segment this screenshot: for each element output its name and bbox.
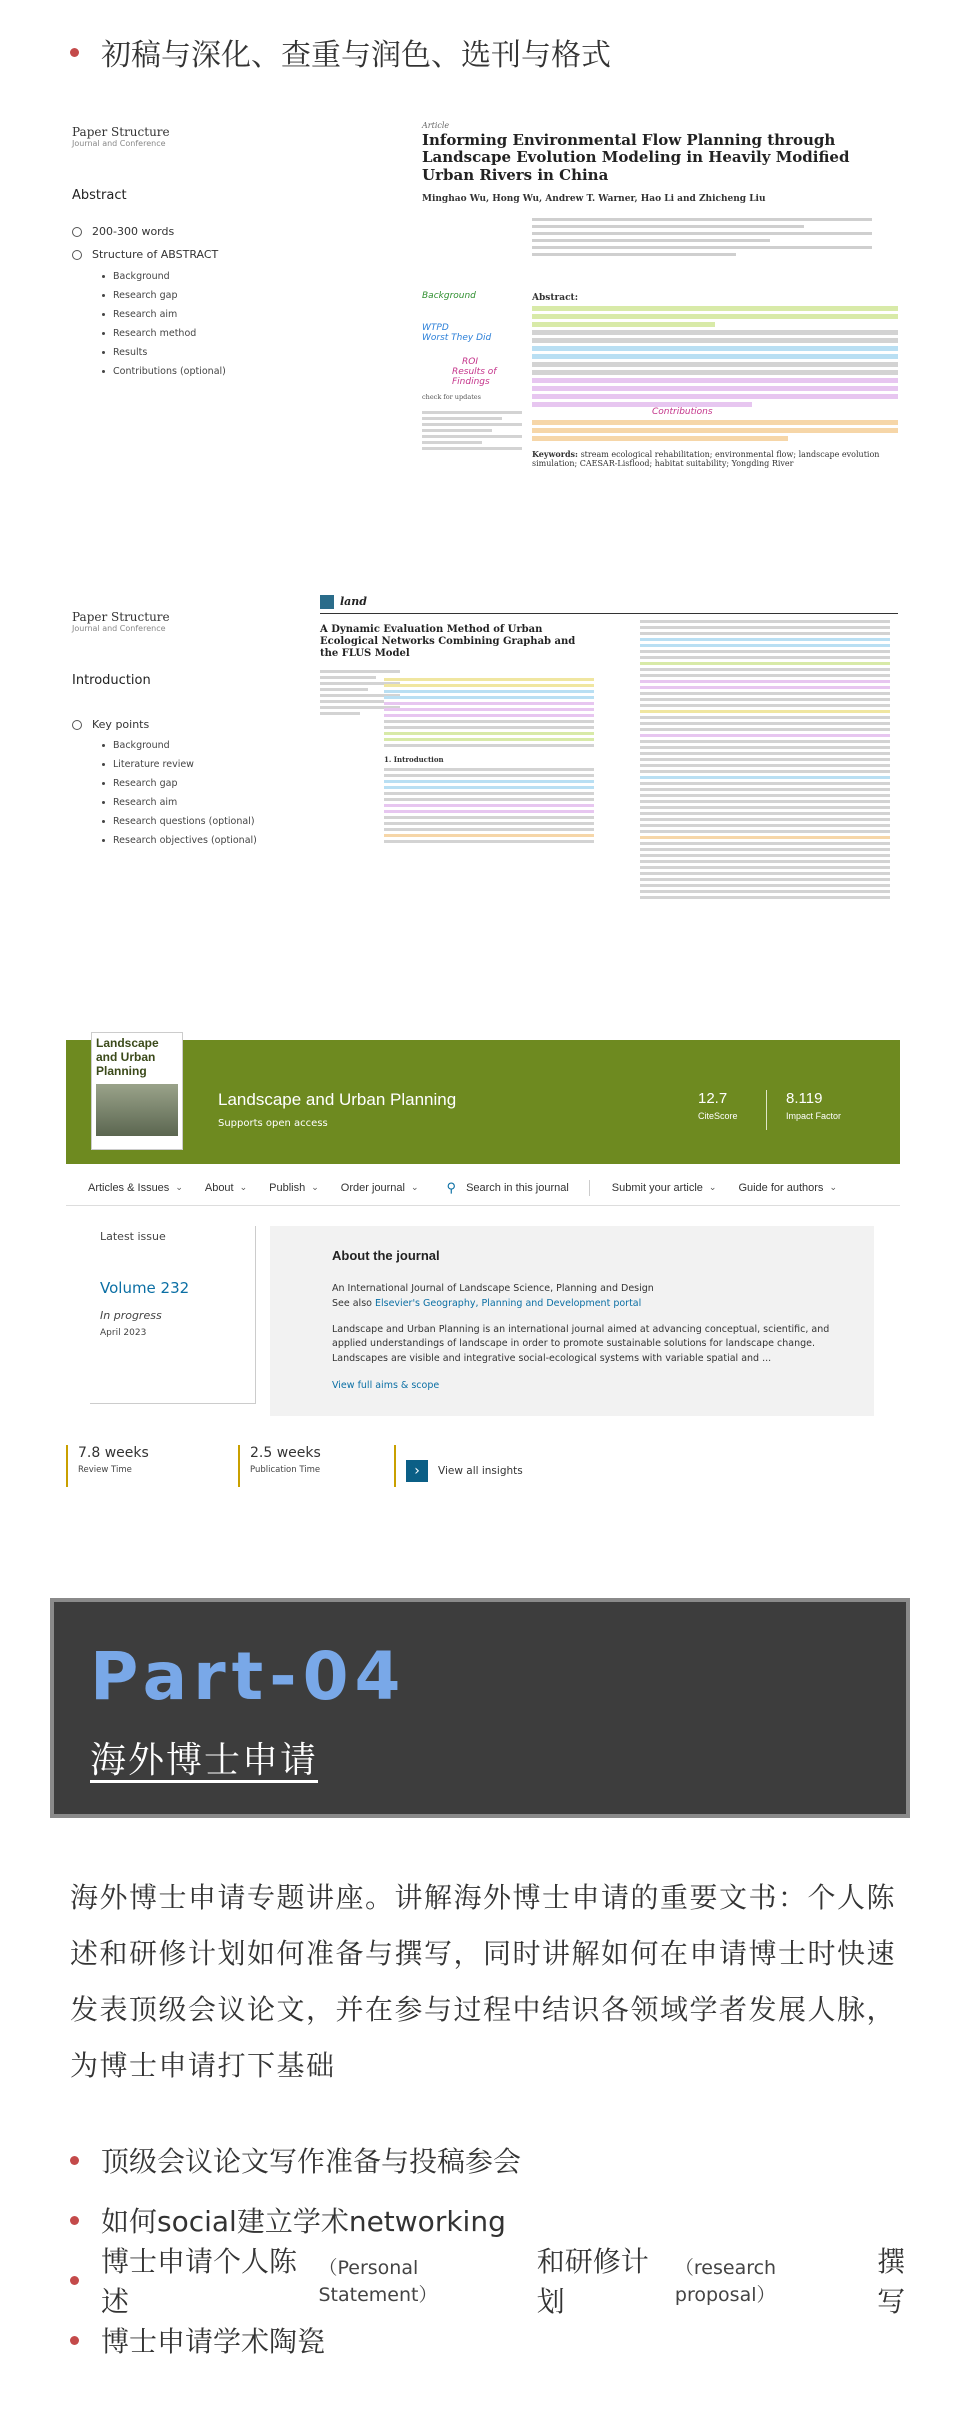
- metric-divider: [766, 1090, 767, 1130]
- volume-link[interactable]: Volume 232: [100, 1279, 190, 1297]
- outline-subitem: Research questions (optional): [102, 816, 312, 827]
- journal-logo: land: [320, 595, 367, 609]
- outline-subitem: Contributions (optional): [102, 366, 312, 377]
- journal-name[interactable]: Landscape and Urban Planning: [218, 1090, 457, 1109]
- view-insights-link[interactable]: › View all insights: [406, 1460, 523, 1482]
- issue-date: April 2023: [100, 1328, 147, 1338]
- topic-item: 博士申请学术陶瓷: [70, 2310, 930, 2370]
- arrow-right-icon: ›: [406, 1460, 428, 1482]
- journal-nav: [66, 1170, 900, 1206]
- note-contributions: Contributions: [652, 407, 713, 417]
- open-access-label: Supports open access: [218, 1118, 328, 1129]
- outline-subitem: Research gap: [102, 290, 312, 301]
- body-column: [640, 620, 890, 902]
- topic-item: 如何social建立学术networking: [70, 2190, 930, 2250]
- section-heading: Introduction: [72, 673, 151, 688]
- note-worst: Worst They Did: [422, 333, 492, 343]
- chevron-down-icon: ⌄: [708, 1182, 717, 1192]
- about-see-also: See also Elsevier's Geography, Planning and Development portal: [332, 1298, 642, 1309]
- note-wtpd: WTPD: [422, 323, 449, 333]
- citation-block: [422, 411, 522, 450]
- slide-abstract: [62, 105, 898, 535]
- cover-title: Landscape and Urban Planning: [96, 1036, 159, 1078]
- about-title: About the journal: [332, 1248, 440, 1263]
- bullet-dot-icon: [70, 2156, 79, 2165]
- journal-cover[interactable]: [91, 1032, 183, 1150]
- chevron-down-icon: ⌄: [311, 1182, 319, 1192]
- topic-item: 博士申请个人陈述 （Personal Statement） 和研修计划 （research proposal） 撰写: [70, 2250, 930, 2310]
- nav-order-journal[interactable]: Order journal ⌄: [340, 1181, 419, 1194]
- paper-preview: [422, 121, 898, 521]
- journal-homepage: [66, 1036, 900, 1505]
- chevron-down-icon: ⌄: [829, 1182, 837, 1192]
- section-heading: Abstract: [72, 188, 127, 203]
- about-description: Landscape and Urban Planning is an international journal aimed at advancing conceptual, scientific, and applied understandings of landscape in order to promote sustainable solutions for landscape change. Landscapes are visible and integrative social-ecological systems with variable spatial and ...: [332, 1324, 830, 1364]
- structure-subtitle: Journal and Conference: [72, 139, 166, 148]
- outline-subitem: Research gap: [102, 778, 312, 789]
- search-icon: ⚲: [446, 1179, 457, 1195]
- submit-article-link[interactable]: Submit your article ⌄: [611, 1181, 717, 1194]
- part-number: Part-04: [90, 1638, 407, 1715]
- chevron-down-icon: ⌄: [410, 1182, 419, 1192]
- bullet-dot-icon: [70, 2276, 79, 2285]
- bullet-dot-icon: [70, 2216, 79, 2225]
- paper-header: [320, 590, 898, 614]
- outline-subitem: Research aim: [102, 309, 312, 320]
- structure-subtitle: Journal and Conference: [72, 624, 166, 633]
- portal-link[interactable]: Elsevier's Geography, Planning and Development portal: [375, 1298, 642, 1309]
- topic-list: [70, 2130, 930, 2370]
- paper-authors: Minghao Wu, Hong Wu, Andrew T. Warner, Hao Li and Zhicheng Liu: [422, 193, 766, 204]
- outline-subitem: Literature review: [102, 759, 312, 770]
- cover-image: [96, 1084, 178, 1136]
- latest-issue-card[interactable]: [90, 1226, 256, 1404]
- note-background: Background: [422, 291, 476, 301]
- top-bullet: [70, 30, 611, 74]
- outline-item: Key points: [72, 718, 312, 731]
- outline-subitem: Background: [102, 740, 312, 751]
- intro-heading: 1. Introduction: [384, 755, 444, 764]
- impact-factor-metric[interactable]: 8.119 Impact Factor: [786, 1090, 842, 1121]
- nav-publish[interactable]: Publish ⌄: [269, 1181, 319, 1194]
- note-roi: ROI: [462, 357, 478, 367]
- outline-list: [72, 225, 312, 377]
- check-updates: check for updates: [422, 393, 481, 401]
- margin-notes: [422, 271, 522, 453]
- search-journal[interactable]: ⚲ Search in this journal: [447, 1180, 590, 1196]
- journal-logo-icon: [320, 595, 334, 609]
- citescore-metric[interactable]: 12.7 CiteScore: [698, 1090, 738, 1121]
- nav-articles-issues[interactable]: Articles & Issues ⌄: [88, 1181, 183, 1194]
- in-progress-label: In progress: [100, 1309, 162, 1322]
- outline-subitem: Research aim: [102, 797, 312, 808]
- abstract-block: [384, 678, 594, 846]
- paper-title: A Dynamic Evaluation Method of Urban Ecological Networks Combining Graphab and the FLUS Model: [320, 624, 576, 659]
- structure-title: Paper Structure: [72, 125, 170, 139]
- abstract-label: Abstract:: [532, 293, 579, 303]
- guide-authors-link[interactable]: Guide for authors ⌄: [738, 1181, 837, 1194]
- structure-panel: [72, 610, 312, 854]
- about-journal-panel: [270, 1226, 874, 1416]
- nav-about[interactable]: About ⌄: [204, 1181, 248, 1194]
- chevron-down-icon: ⌄: [239, 1182, 248, 1192]
- latest-issue-label: Latest issue: [100, 1230, 166, 1243]
- review-time-stat: 7.8 weeks Review Time: [66, 1445, 149, 1487]
- publication-time-stat: 2.5 weeks Publication Time: [238, 1445, 321, 1487]
- bullet-dot-icon: [70, 48, 79, 57]
- outline-subitem: Research objectives (optional): [102, 835, 312, 846]
- outline-subitem: Research method: [102, 328, 312, 339]
- outline-item: 200-300 words: [72, 225, 312, 238]
- structure-panel: [72, 125, 312, 385]
- topic-item: 顶级会议论文写作准备与投稿参会: [70, 2130, 930, 2190]
- part-subtitle: 海外博士申请: [90, 1740, 319, 1781]
- about-tagline: An International Journal of Landscape Science, Planning and Design: [332, 1283, 654, 1294]
- intro-paragraph: 海外博士申请专题讲座。讲解海外博士申请的重要文书：个人陈述和研修计划如何准备与撰写，同时讲解如何在申请博士时快速发表顶级会议论文，并在参与过程中结识各领域学者发展人脉，为博士申请打下基础: [70, 1881, 897, 2082]
- part-banner: [50, 1598, 910, 1818]
- view-aims-link[interactable]: View full aims & scope: [332, 1379, 440, 1391]
- bullet-dot-icon: [70, 2336, 79, 2345]
- abstract-body: [532, 293, 898, 468]
- slide-introduction: [62, 590, 898, 1020]
- outline-subitem: Background: [102, 271, 312, 282]
- outline-subitem: Results: [102, 347, 312, 358]
- journal-banner: [66, 1036, 900, 1164]
- structure-title: Paper Structure: [72, 610, 170, 624]
- outline-item: Structure of ABSTRACT: [72, 248, 312, 261]
- top-bullet-text: 初稿与深化、查重与润色、选刊与格式: [101, 38, 611, 73]
- note-findings: Results of Findings: [452, 367, 497, 387]
- paper-preview: [320, 590, 898, 990]
- stat-divider: [394, 1445, 396, 1487]
- affiliations: [532, 218, 872, 256]
- chevron-down-icon: ⌄: [175, 1182, 183, 1192]
- article-label: Article: [422, 121, 450, 130]
- paper-title: Informing Environmental Flow Planning through Landscape Evolution Modeling in Heavily Modified Urban Rivers in China: [422, 131, 850, 184]
- outline-list: [72, 718, 312, 846]
- keywords: Keywords: stream ecological rehabilitation; environmental flow; landscape evolution simulation; CAESAR-Lisflood; habitat suitability; Yongding River: [532, 449, 880, 468]
